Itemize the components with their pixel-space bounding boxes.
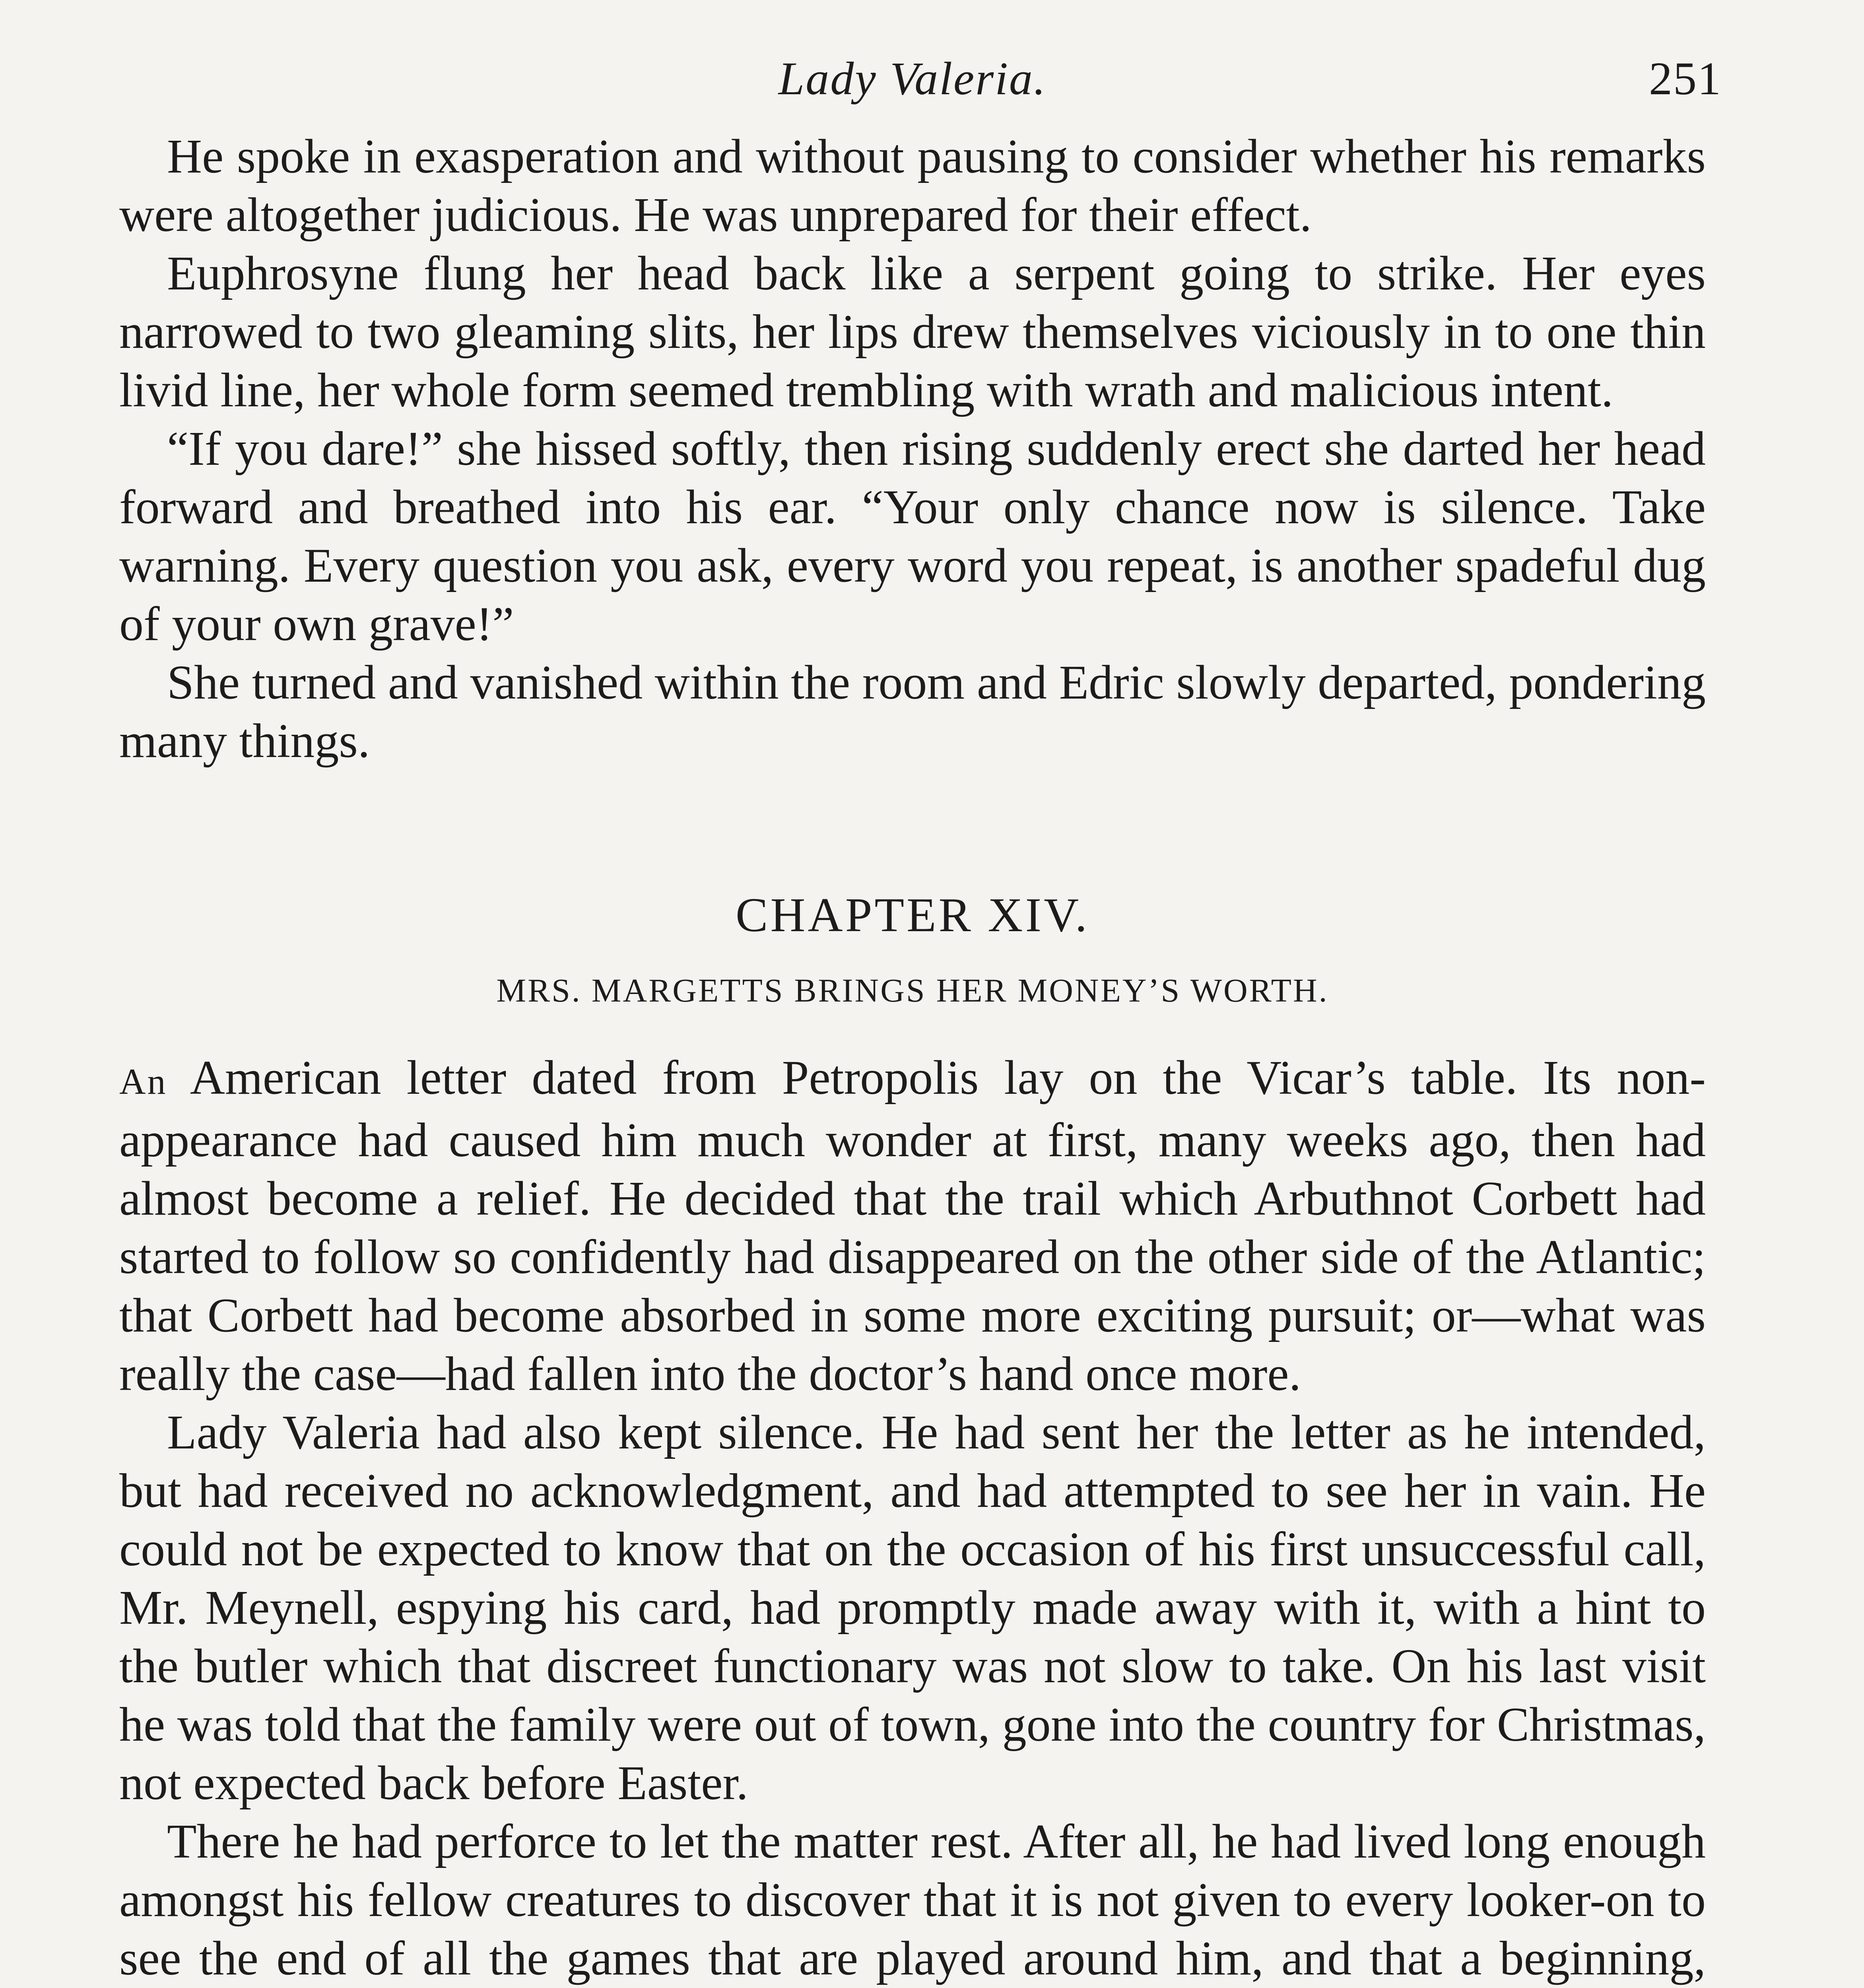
paragraph: Lady Valeria had also kept silence. He had sent her the letter as he intended, but had received no acknowledgment, and had attempted to see her in vain. He could not be expected to know that on the occasion of his first unsuccessful call, Mr. Meynell, espying his card, had promptly made away with it, with a hint to the butler which that discreet functionary was not slow to take. On his last visit he was told that the family were out of town, gone into the country for Christmas, not expected back before Easter. bbox=[119, 1406, 1706, 1810]
paragraph: There he had perforce to let the matter rest. After all, he had lived long enough amongst his fellow creatures to discover that it is not given to every looker-on to see the end of all the games that are played around him, and that a beginning, bbox=[119, 1815, 1706, 1985]
running-title: Lady Valeria. bbox=[778, 52, 1047, 105]
opening-text: American letter dated from Petropolis lay on the Vicar’s table. Its non-appearance had caused him much wonder at first, many weeks ago, then had almost become a relief. He decided that the trail which Arbuthnot Corbett had started to follow so confidently had disappeared on the other side of the Atlantic; that Corbett had become absorbed in some more exciting pursuit; or—what was really the case—had fallen into the doctor’s hand once more. bbox=[119, 1051, 1706, 1401]
paragraph: Euphrosyne flung her head back like a serpent going to strike. Her eyes narrowed to two gleaming slits, her lips drew themselves viciously in to one thin livid line, her whole form seemed trembling with wrath and malicious intent. bbox=[119, 247, 1706, 417]
paragraph: She turned and vanished within the room and Edric slowly departed, pondering many things. bbox=[119, 656, 1706, 768]
page-header bbox=[119, 40, 1722, 127]
paragraph: “If you dare!” she hissed softly, then rising suddenly erect she darted her head forward and breathed into his ear. “Your only chance now is silence. Take warning. Every question you ask, every word you repeat, is another spadeful dug of your own grave!” bbox=[119, 422, 1706, 651]
page-number: 251 bbox=[1649, 52, 1722, 105]
paragraph: He spoke in exasperation and without pausing to consider whether his remarks were altogether judicious. He was unprepared for their effect. bbox=[119, 130, 1706, 242]
opening-word: An bbox=[119, 1061, 167, 1102]
chapter-title: CHAPTER XIV. bbox=[736, 888, 1089, 942]
chapter-opening-paragraph bbox=[119, 1048, 1706, 1403]
book-page bbox=[119, 40, 1722, 1988]
chapter-subtitle: MRS. MARGETTS BRINGS HER MONEY’S WORTH. bbox=[496, 972, 1329, 1009]
